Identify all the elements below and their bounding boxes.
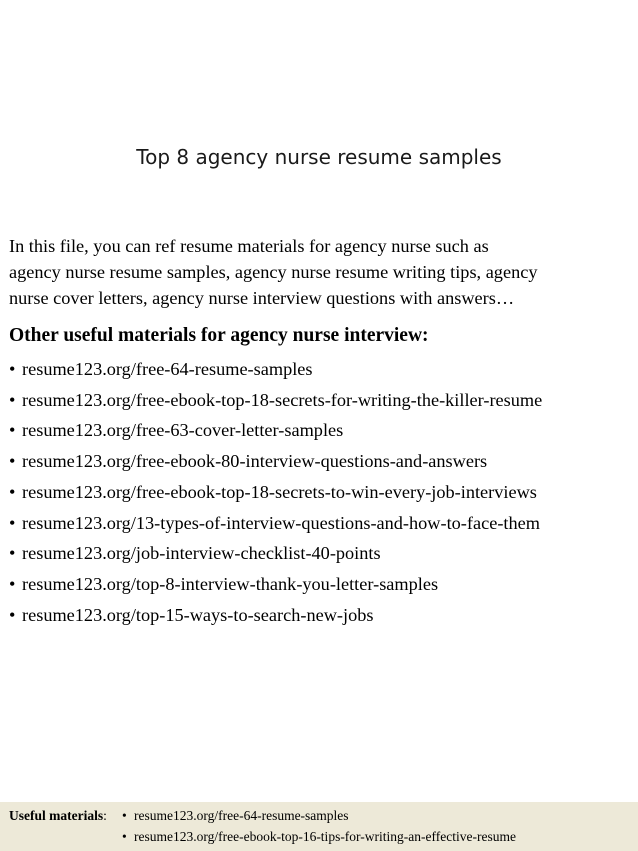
bullet-icon: • xyxy=(9,389,16,410)
list-item xyxy=(9,354,542,385)
material-link[interactable]: resume123.org/free-ebook-top-18-secrets-for-writing-the-killer-resume xyxy=(22,389,543,410)
material-link[interactable]: resume123.org/13-types-of-interview-questions-and-how-to-face-them xyxy=(22,512,540,533)
bullet-icon: • xyxy=(122,808,127,823)
list-item xyxy=(9,569,542,600)
bullet-icon: • xyxy=(9,481,16,502)
material-link[interactable]: resume123.org/free-64-resume-samples xyxy=(22,359,313,379)
footer-bar xyxy=(0,802,638,851)
intro-line: In this file, you can ref resume materials for agency nurse such as xyxy=(9,236,489,256)
page-title: Top 8 agency nurse resume samples xyxy=(136,145,502,169)
footer-label xyxy=(9,805,107,826)
materials-heading: Other useful materials for agency nurse interview: xyxy=(9,325,429,346)
list-item xyxy=(9,508,542,539)
footer-link[interactable]: resume123.org/free-64-resume-samples xyxy=(134,808,349,823)
list-item xyxy=(9,477,542,508)
bullet-icon: • xyxy=(9,420,16,441)
footer-link[interactable]: resume123.org/free-ebook-top-16-tips-for-writing-an-effective-resume xyxy=(134,829,516,844)
intro-line: nurse cover letters, agency nurse interview questions with answers… xyxy=(9,288,515,308)
bullet-icon: • xyxy=(9,543,16,564)
list-item xyxy=(9,600,542,631)
bullet-icon: • xyxy=(9,604,16,625)
materials-link-list xyxy=(9,354,542,630)
intro-paragraph xyxy=(9,233,631,311)
bullet-icon: • xyxy=(9,512,16,533)
footer-link-list xyxy=(122,805,516,847)
material-link[interactable]: resume123.org/top-15-ways-to-search-new-jobs xyxy=(22,604,374,625)
material-link[interactable]: resume123.org/free-ebook-top-18-secrets-to-win-every-job-interviews xyxy=(22,481,537,502)
footer-list-item xyxy=(122,826,516,847)
bullet-icon: • xyxy=(9,451,16,472)
bullet-icon: • xyxy=(122,829,127,844)
list-item xyxy=(9,538,542,569)
list-item xyxy=(9,415,542,446)
material-link[interactable]: resume123.org/job-interview-checklist-40-points xyxy=(22,543,381,564)
list-item xyxy=(9,385,542,416)
bullet-icon: • xyxy=(9,573,16,594)
footer-list-item xyxy=(122,805,516,826)
bullet-icon: • xyxy=(9,359,16,379)
footer-label-separator: : xyxy=(103,808,107,823)
material-link[interactable]: resume123.org/free-ebook-80-interview-questions-and-answers xyxy=(22,451,488,472)
material-link[interactable]: resume123.org/free-63-cover-letter-samples xyxy=(22,420,344,441)
list-item xyxy=(9,446,542,477)
intro-line: agency nurse resume samples, agency nurse resume writing tips, agency xyxy=(9,262,538,282)
footer-label-text: Useful materials xyxy=(9,808,104,823)
material-link[interactable]: resume123.org/top-8-interview-thank-you-letter-samples xyxy=(22,573,439,594)
